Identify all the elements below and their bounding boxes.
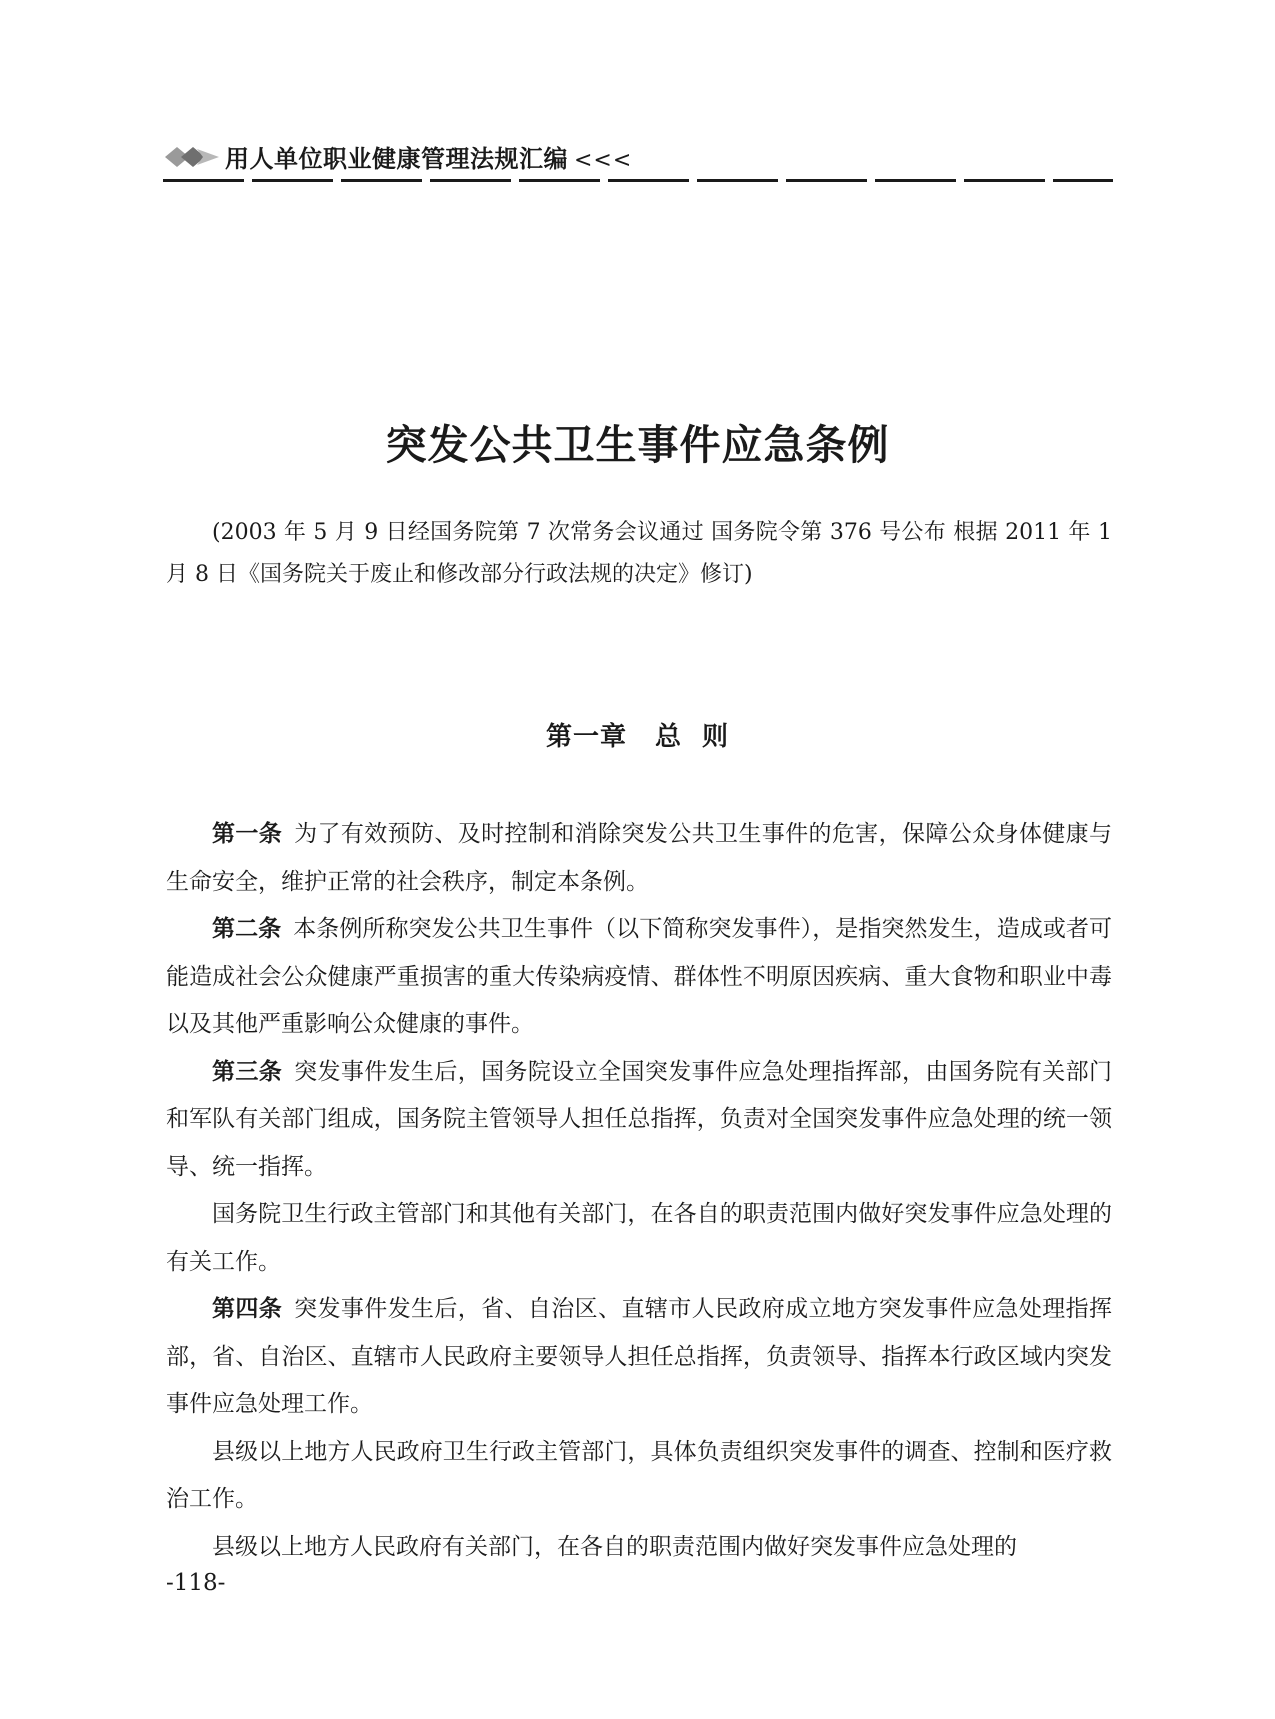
chapter-heading [0, 716, 1275, 753]
article-label: 第三条 [212, 1058, 283, 1085]
chapter-number: 第一章 [545, 722, 627, 752]
header-chevrons: <<< [574, 148, 633, 173]
document-subtitle: (2003 年 5 月 9 日经国务院第 7 次常务会议通过 国务院令第 376 号公布 根据 2011 年 1 月 8 日《国务院关于废止和修改部分行政法规的决定》修订) [166, 520, 1112, 587]
running-header [163, 139, 1113, 187]
paragraph [166, 811, 1112, 906]
article-label: 第一条 [212, 821, 283, 847]
paragraph [166, 1429, 1112, 1524]
paragraph [166, 1191, 1112, 1286]
article-label: 第四条 [212, 1296, 283, 1322]
header-dashed-rule [163, 179, 1113, 182]
paragraph-text: 本条例所称突发公共卫生事件（以下简称突发事件），是指突然发生，造成或者可能造成社会公众健康严重损害的重大传染病疫情、群体性不明原因疾病、重大食物和职业中毒以及其他严重影响公众健康的事件。 [166, 916, 1113, 1037]
page-number: -118- [166, 1570, 226, 1596]
chapter-title: 总 则 [654, 722, 730, 752]
paragraph-text: 突发事件发生后，国务院设立全国突发事件应急处理指挥部，由国务院有关部门和军队有关部门组成，国务院主管领导人担任总指挥，负责对全国突发事件应急处理的统一领导、统一指挥。 [166, 1058, 1113, 1180]
paragraph-text: 为了有效预防、及时控制和消除突发公共卫生事件的危害，保障公众身体健康与生命安全，维护正常的社会秩序，制定本条例。 [166, 821, 1113, 895]
article-label: 第二条 [212, 916, 282, 942]
double-diamond-arrow-icon [163, 143, 221, 171]
paragraph [166, 1524, 1112, 1572]
paragraph [166, 1049, 1112, 1192]
paragraph-text: 国务院卫生行政主管部门和其他有关部门，在各自的职责范围内做好突发事件应急处理的有关工作。 [166, 1201, 1112, 1275]
paragraph [166, 1286, 1112, 1429]
document-title: 突发公共卫生事件应急条例 [385, 421, 890, 469]
paragraph-text: 县级以上地方人民政府卫生行政主管部门，具体负责组织突发事件的调查、控制和医疗救治工作。 [166, 1438, 1112, 1512]
header-title [225, 139, 632, 174]
header-title-text: 用人单位职业健康管理法规汇编 [225, 145, 568, 173]
paragraph [166, 906, 1112, 1049]
body-text [166, 811, 1112, 1571]
paragraph-text: 突发事件发生后，省、自治区、直辖市人民政府成立地方突发事件应急处理指挥部，省、自治区、直辖市人民政府主要领导人担任总指挥，负责领导、指挥本行政区域内突发事件应急处理工作。 [166, 1296, 1113, 1417]
paragraph-text: 县级以上地方人民政府有关部门，在各自的职责范围内做好突发事件应急处理的 [212, 1533, 1017, 1560]
